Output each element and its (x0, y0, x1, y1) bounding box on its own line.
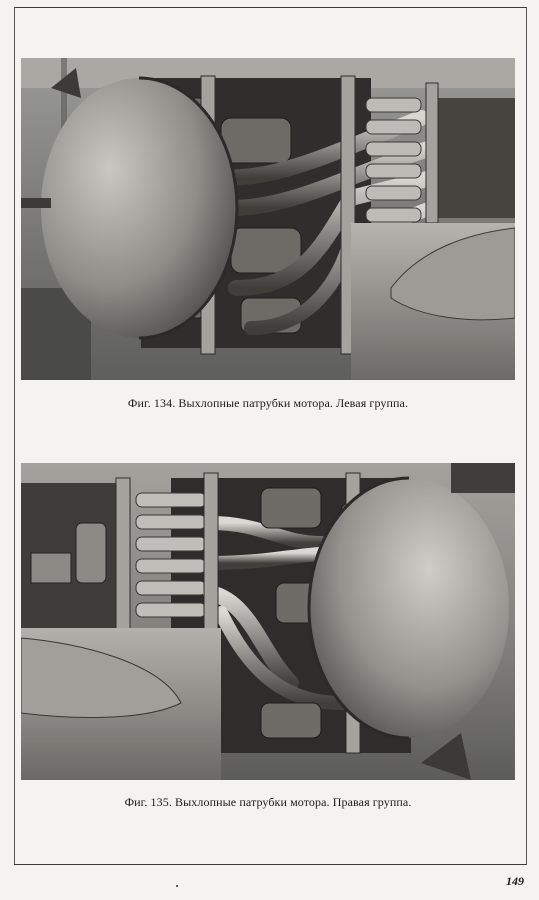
figure-134-photo (21, 58, 515, 380)
page-frame-bottom (14, 864, 526, 865)
page-frame-top (14, 7, 526, 8)
figure-135-caption: Фиг. 135. Выхлопные патрубки мотора. Правая группа. (124, 795, 412, 809)
page-frame-right (526, 7, 527, 865)
print-speck (176, 885, 178, 887)
figure-135-photo (21, 463, 515, 780)
page-number: 149 (506, 874, 524, 888)
page-frame-left (14, 7, 15, 865)
figure-134-caption: Фиг. 134. Выхлопные патрубки мотора. Левая группа. (127, 396, 409, 410)
